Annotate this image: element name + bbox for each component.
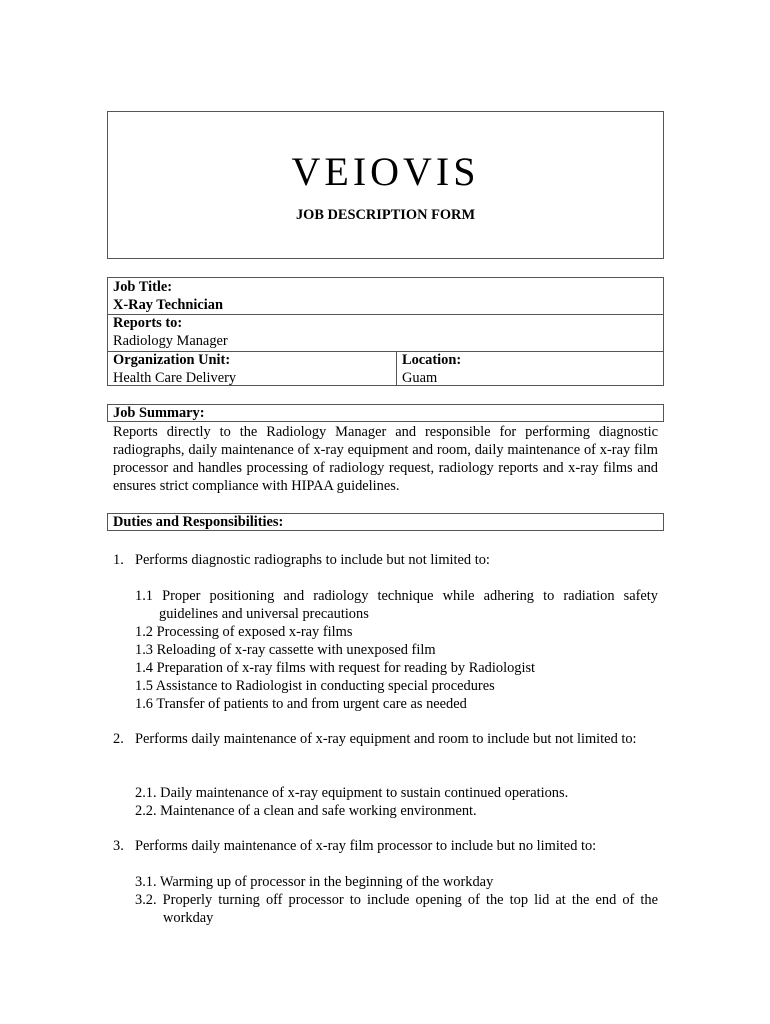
logo-text: VEIOVIS — [291, 149, 480, 194]
org-unit-label: Organization Unit: — [113, 352, 231, 368]
duty-2-1: 2.1. Daily maintenance of x-ray equipment to sustain continued operations. — [135, 785, 569, 801]
duty-1-text: Performs diagnostic radiographs to include but not limited to: — [135, 552, 490, 568]
job-summary-heading: Job Summary: — [107, 404, 664, 422]
job-title-value: X-Ray Technician — [113, 297, 223, 313]
duty-2-number: 2. — [113, 731, 124, 747]
duty-1-6: 1.6 Transfer of patients to and from urgent care as needed — [135, 696, 467, 712]
org-unit-value: Health Care Delivery — [113, 370, 237, 386]
org-location-row — [108, 351, 663, 386]
duty-1-3: 1.3 Reloading of x-ray cassette with unexposed film — [135, 642, 436, 658]
duty-1-number: 1. — [113, 552, 124, 568]
duty-1-5: 1.5 Assistance to Radiologist in conducting special procedures — [135, 678, 495, 694]
duty-2-text: Performs daily maintenance of x-ray equipment and room to include but not limited to: — [135, 731, 637, 747]
form-header — [107, 111, 664, 259]
job-title-row — [108, 278, 663, 315]
company-logo — [108, 150, 663, 194]
reports-to-value: Radiology Manager — [113, 333, 228, 349]
reports-to-row — [108, 314, 663, 352]
job-title-label: Job Title: — [113, 279, 173, 295]
job-info-table — [107, 277, 664, 386]
duty-3-2-text: 3.2. Properly turning off processor to include opening of the top lid at the end of the workday — [135, 892, 658, 926]
duties-heading: Duties and Responsibilities: — [107, 513, 664, 531]
duty-1-1-text: 1.1 Proper positioning and radiology technique while adhering to radiation safety guidelines and universal precautions — [135, 588, 658, 622]
location-label: Location: — [402, 352, 462, 368]
duty-3-text: Performs daily maintenance of x-ray film processor to include but no limited to: — [135, 838, 597, 854]
duty-3-1: 3.1. Warming up of processor in the beginning of the workday — [135, 874, 494, 890]
reports-to-label: Reports to: — [113, 315, 183, 331]
job-summary-text: Reports directly to the Radiology Manager and responsible for performing diagnostic radiographs, daily maintenance of x-ray equipment and room, daily maintenance of x-ray film processor and handles processing of radiology request, radiology reports and x-ray films and ensures strict compliance with HIPAA guidelines. — [113, 424, 658, 494]
duty-3-2 — [135, 891, 658, 927]
duty-1-2: 1.2 Processing of exposed x-ray films — [135, 624, 353, 640]
location-value: Guam — [402, 370, 438, 386]
duty-3-number: 3. — [113, 838, 124, 854]
duty-1-4: 1.4 Preparation of x-ray films with request for reading by Radiologist — [135, 660, 536, 676]
form-title: JOB DESCRIPTION FORM — [295, 207, 476, 223]
duty-1-1 — [135, 587, 658, 623]
duty-2-2: 2.2. Maintenance of a clean and safe working environment. — [135, 803, 477, 819]
